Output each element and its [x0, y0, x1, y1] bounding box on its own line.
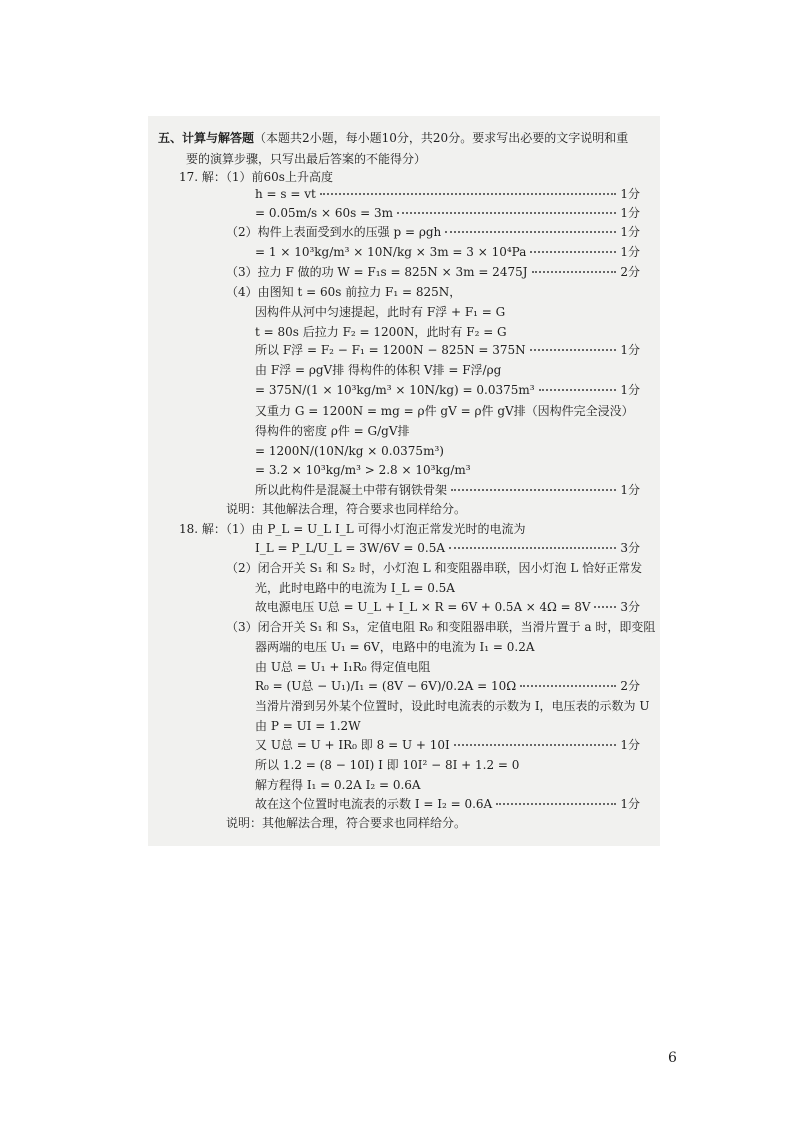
- score: 1分: [620, 343, 640, 357]
- q17-step-row: = 1 × 10³kg/m³ × 10N/kg × 3m = 3 × 10⁴Pa 1分: [255, 245, 640, 259]
- section-instructions-2: 要的演算步骤，只写出最后答案的不能得分）: [186, 152, 427, 166]
- q18-line: 器两端的电压 U₁ = 6V，电路中的电流为 I₁ = 0.2A: [255, 640, 535, 654]
- score: 1分: [620, 225, 640, 239]
- q18-line: 光，此时电路中的电流为 I_L = 0.5A: [255, 581, 455, 595]
- q17-line: 得构件的密度 ρ件 = G/gV排: [255, 424, 410, 438]
- q17-line: 又重力 G = 1200N = mg = ρ件 gV = ρ件 gV排（因构件完全浸没）: [255, 404, 634, 418]
- score: 2分: [620, 679, 640, 693]
- score: 3分: [620, 600, 640, 614]
- q18-label: 18. 解：: [179, 522, 226, 536]
- q18-line: 由 U总 = U₁ + I₁R₀ 得定值电阻: [255, 660, 431, 674]
- q17-line: t = 80s 后拉力 F₂ = 1200N，此时有 F₂ = G: [255, 325, 507, 339]
- score: 1分: [620, 383, 640, 397]
- q17-line: = 1200N/(10N/kg × 0.0375m³): [255, 444, 444, 458]
- section-instructions-1: （本题共2小题，每小题10分，共20分。要求写出必要的文字说明和重: [254, 131, 629, 145]
- q17-step-row: （2）构件上表面受到水的压强 p = ρgh 1分: [226, 225, 640, 239]
- page-number: 6: [668, 1050, 677, 1066]
- score: 1分: [620, 797, 640, 811]
- q17-step-row: = 375N/(1 × 10³kg/m³ × 10N/kg) = 0.0375m³ 1分: [255, 383, 640, 397]
- q17-line: （4）由图知 t = 60s 前拉力 F₁ = 825N，: [226, 285, 462, 299]
- q18-line: 当滑片滑到另外某个位置时，设此时电流表的示数为 I，电压表的示数为 U: [255, 699, 650, 713]
- score: 1分: [620, 738, 640, 752]
- q17-step-row: = 0.05m/s × 60s = 3m 1分: [255, 206, 640, 220]
- q17-line: = 3.2 × 10³kg/m³ > 2.8 × 10³kg/m³: [255, 463, 471, 477]
- q18-step-row: R₀ = (U总 − U₁)/I₁ = (8V − 6V)/0.2A = 10Ω 2分: [255, 679, 640, 693]
- q18-note: 说明：其他解法合理，符合要求也同样给分。: [226, 816, 467, 830]
- score: 3分: [620, 541, 640, 555]
- score: 1分: [620, 245, 640, 259]
- score: 1分: [620, 206, 640, 220]
- q18-line: 由 P = UI = 1.2W: [255, 719, 361, 733]
- score: 1分: [620, 187, 640, 201]
- q17-line-1: 17. 解：（1）前60s上升高度: [179, 170, 333, 184]
- q17-step-row: 所以 F浮 = F₂ − F₁ = 1200N − 825N = 375N 1分: [255, 343, 640, 357]
- q18-line: 解方程得 I₁ = 0.2A I₂ = 0.6A: [255, 778, 421, 792]
- section-header-line-1: [158, 131, 628, 145]
- q18-line-1: 18. 解：（1）由 P_L = U_L I_L 可得小灯泡正常发光时的电流为: [179, 522, 526, 536]
- q18-step-row: 故在这个位置时电流表的示数 I = I₂ = 0.6A 1分: [255, 797, 640, 811]
- q17-step-row: h = s = vt 1分: [255, 187, 640, 201]
- q18-step-row: 又 U总 = U + IR₀ 即 8 = U + 10I 1分: [255, 738, 640, 752]
- q17-line: 因构件从河中匀速提起，此时有 F浮 + F₁ = G: [255, 305, 506, 319]
- q17-label: 17. 解：: [179, 170, 226, 184]
- score: 1分: [620, 483, 640, 497]
- q18-step-row: I_L = P_L/U_L = 3W/6V = 0.5A 3分: [255, 541, 640, 555]
- q17-step-row: （3）拉力 F 做的功 W = F₁s = 825N × 3m = 2475J 2分: [226, 265, 640, 279]
- q18-line: （3）闭合开关 S₁ 和 S₃，定值电阻 R₀ 和变阻器串联，当滑片置于 a 时，即变阻: [226, 620, 656, 634]
- q18-line: 所以 1.2 = (8 − 10I) I 即 10I² − 8I + 1.2 = 0: [255, 758, 520, 772]
- q17-note: 说明：其他解法合理，符合要求也同样给分。: [226, 502, 467, 516]
- section-title: 五、计算与解答题: [158, 131, 255, 145]
- q18-line: （2）闭合开关 S₁ 和 S₂ 时，小灯泡 L 和变阻器串联，因小灯泡 L 恰好正常发: [226, 561, 643, 575]
- score: 2分: [620, 265, 640, 279]
- q17-line: 由 F浮 = ρgV排 得构件的体积 V排 = F浮/ρg: [255, 363, 502, 377]
- q18-step-row: 故电源电压 U总 = U_L + I_L × R = 6V + 0.5A × 4Ω = 8V 3分: [255, 600, 640, 614]
- q17-step-row: 所以此构件是混凝土中带有钢铁骨架 1分: [255, 483, 640, 497]
